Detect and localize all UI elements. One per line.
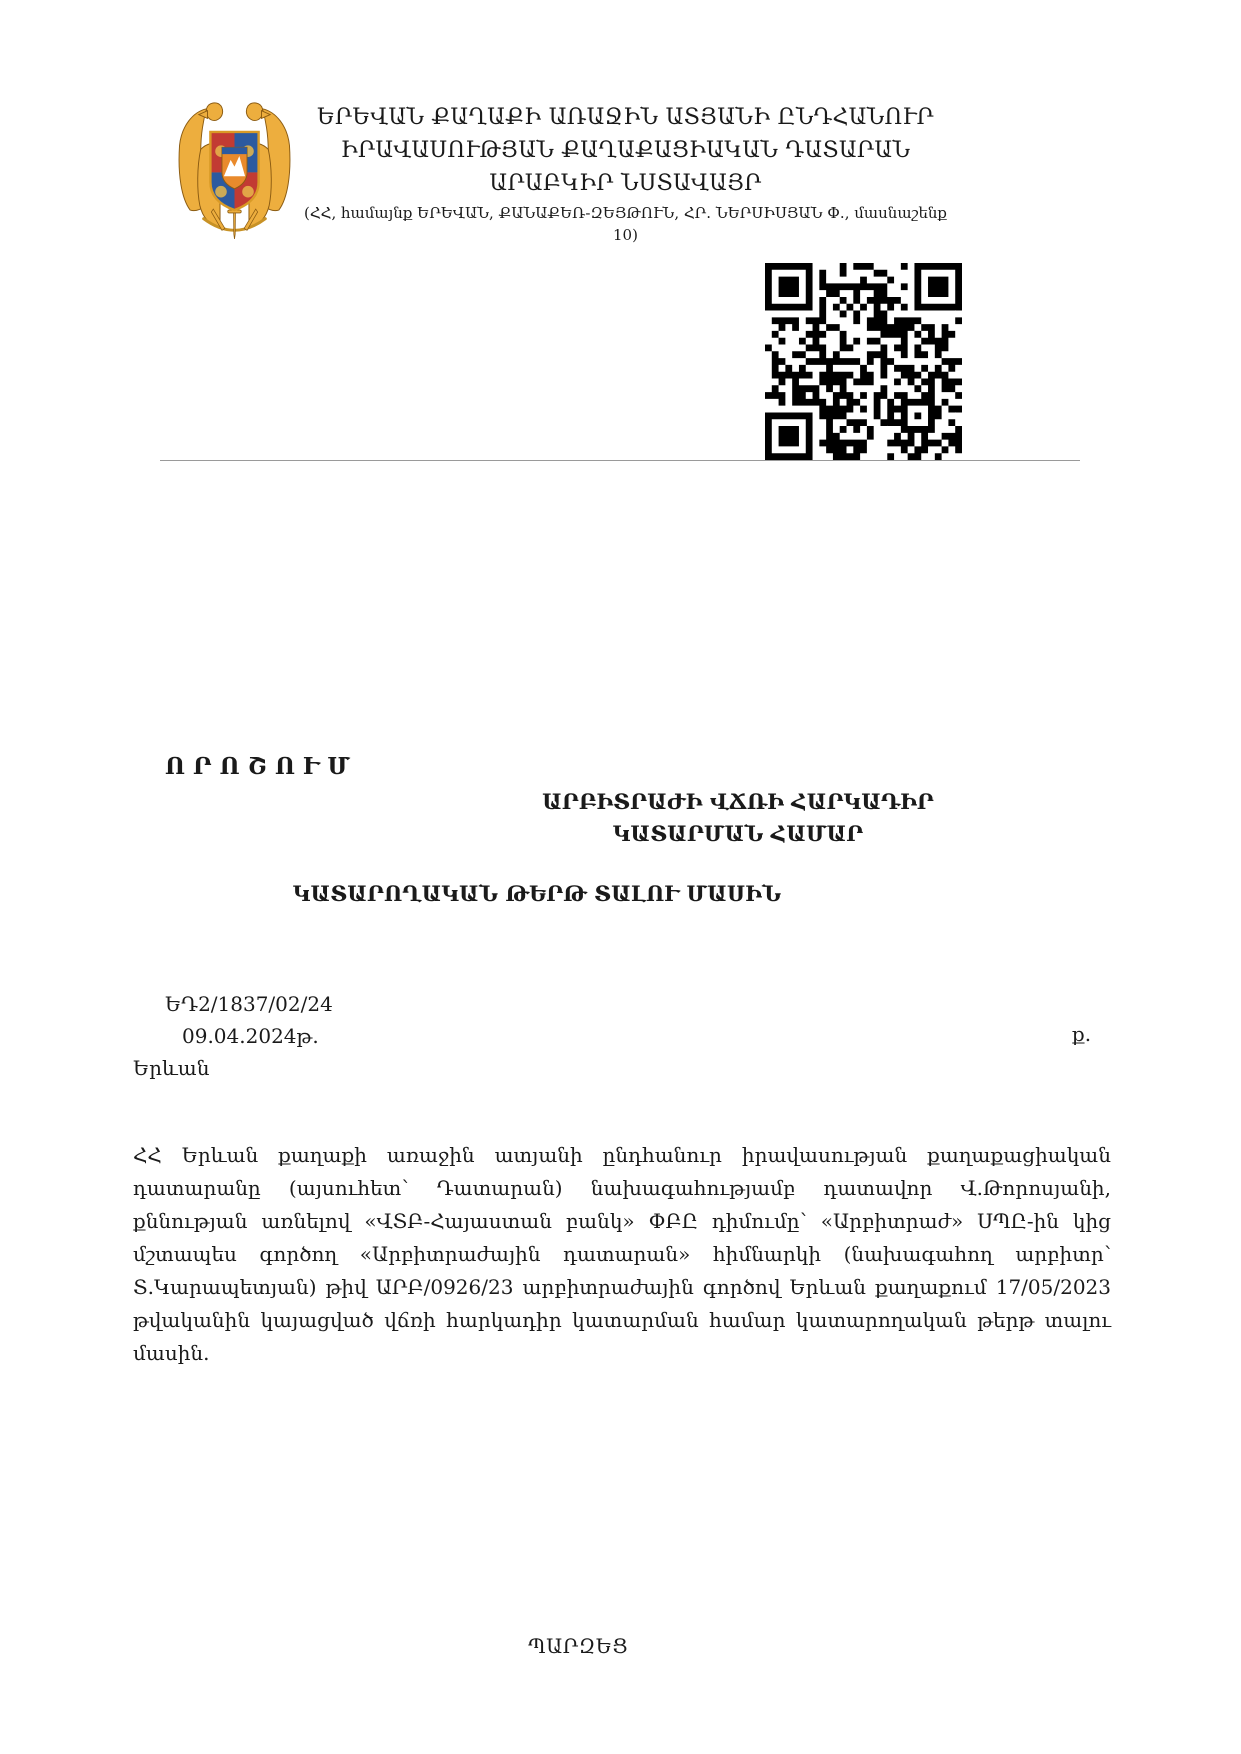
case-number: ԵԴ2/1837/02/24 xyxy=(165,992,333,1016)
court-address: (ՀՀ, համայնք ԵՐԵՎԱՆ, ՔԱՆԱՔԵՌ-ԶԵՅԹՈՒՆ, ՀՐ. ՆԵՐՍԻՍՅԱՆ Փ., մասնաշենք 10) xyxy=(304,204,947,244)
city-abbreviation: ք. xyxy=(1072,1022,1092,1046)
header-divider xyxy=(160,460,1080,461)
decision-body-paragraph: ՀՀ Երևան քաղաքի առաջին ատյանի ընդհանուր իրավասության քաղաքացիական դատարանը (այսուհետ՝ Դատարան) նախագահությամբ դատավոր Վ.Թորոսյանի, քննության առնելով «ՎՏԲ-Հայաստան բանկ» ՓԲԸ դիմումը՝ «Արբիտրաժ» ՍՊԸ-ին կից մշտապես գործող «Արբիտրաժային դատարան» հիմնարկի (նախագահող արբիտր՝ Տ.Կարապետյան) թիվ ԱՐԲ/0926/23 արբիտրաժային գործով Երևան քաղաքում 17/05/2023 թվականին կայացված վճռի հարկադիր կատարման համար կատարողական թերթ տալու մասին. xyxy=(133,1143,1111,1365)
decision-purpose xyxy=(512,786,964,850)
emblem-shield xyxy=(210,132,258,211)
decision-purpose-line1: ԱՐԲԻՏՐԱԺԻ ՎՃՌԻ ՀԱՐԿԱԴԻՐ xyxy=(542,789,934,814)
resolution-word: ՊԱՐԶԵՑ xyxy=(528,1634,628,1658)
case-city: Երևան xyxy=(133,1056,210,1080)
case-date: 09.04.2024թ. xyxy=(182,1024,319,1048)
qr-code-icon xyxy=(765,263,962,460)
court-name-line2: ԻՐԱՎԱՍՈՒԹՅԱՆ ՔԱՂԱՔԱՑԻԱԿԱՆ ԴԱՏԱՐԱՆ xyxy=(340,138,911,163)
decision-title: ՈՐՈՇՈՒՄ xyxy=(165,753,358,780)
decision-purpose-line2: ԿԱՏԱՐՄԱՆ ՀԱՄԱՐ xyxy=(612,821,864,846)
court-name-line1: ԵՐԵՎԱՆ ՔԱՂԱՔԻ ԱՌԱՋԻՆ ԱՏՅԱՆԻ ԸՆԴՀԱՆՈՒՐ xyxy=(317,105,934,130)
armenia-coat-of-arms-icon xyxy=(167,99,302,242)
court-name-line3: ԱՐԱԲԿԻՐ ՆՍՏԱՎԱՅՐ xyxy=(489,171,762,196)
decision-subject: ԿԱՏԱՐՈՂԱԿԱՆ ԹԵՐԹ ՏԱԼՈՒ ՄԱՍԻՆ xyxy=(292,881,782,906)
court-header xyxy=(298,101,953,246)
